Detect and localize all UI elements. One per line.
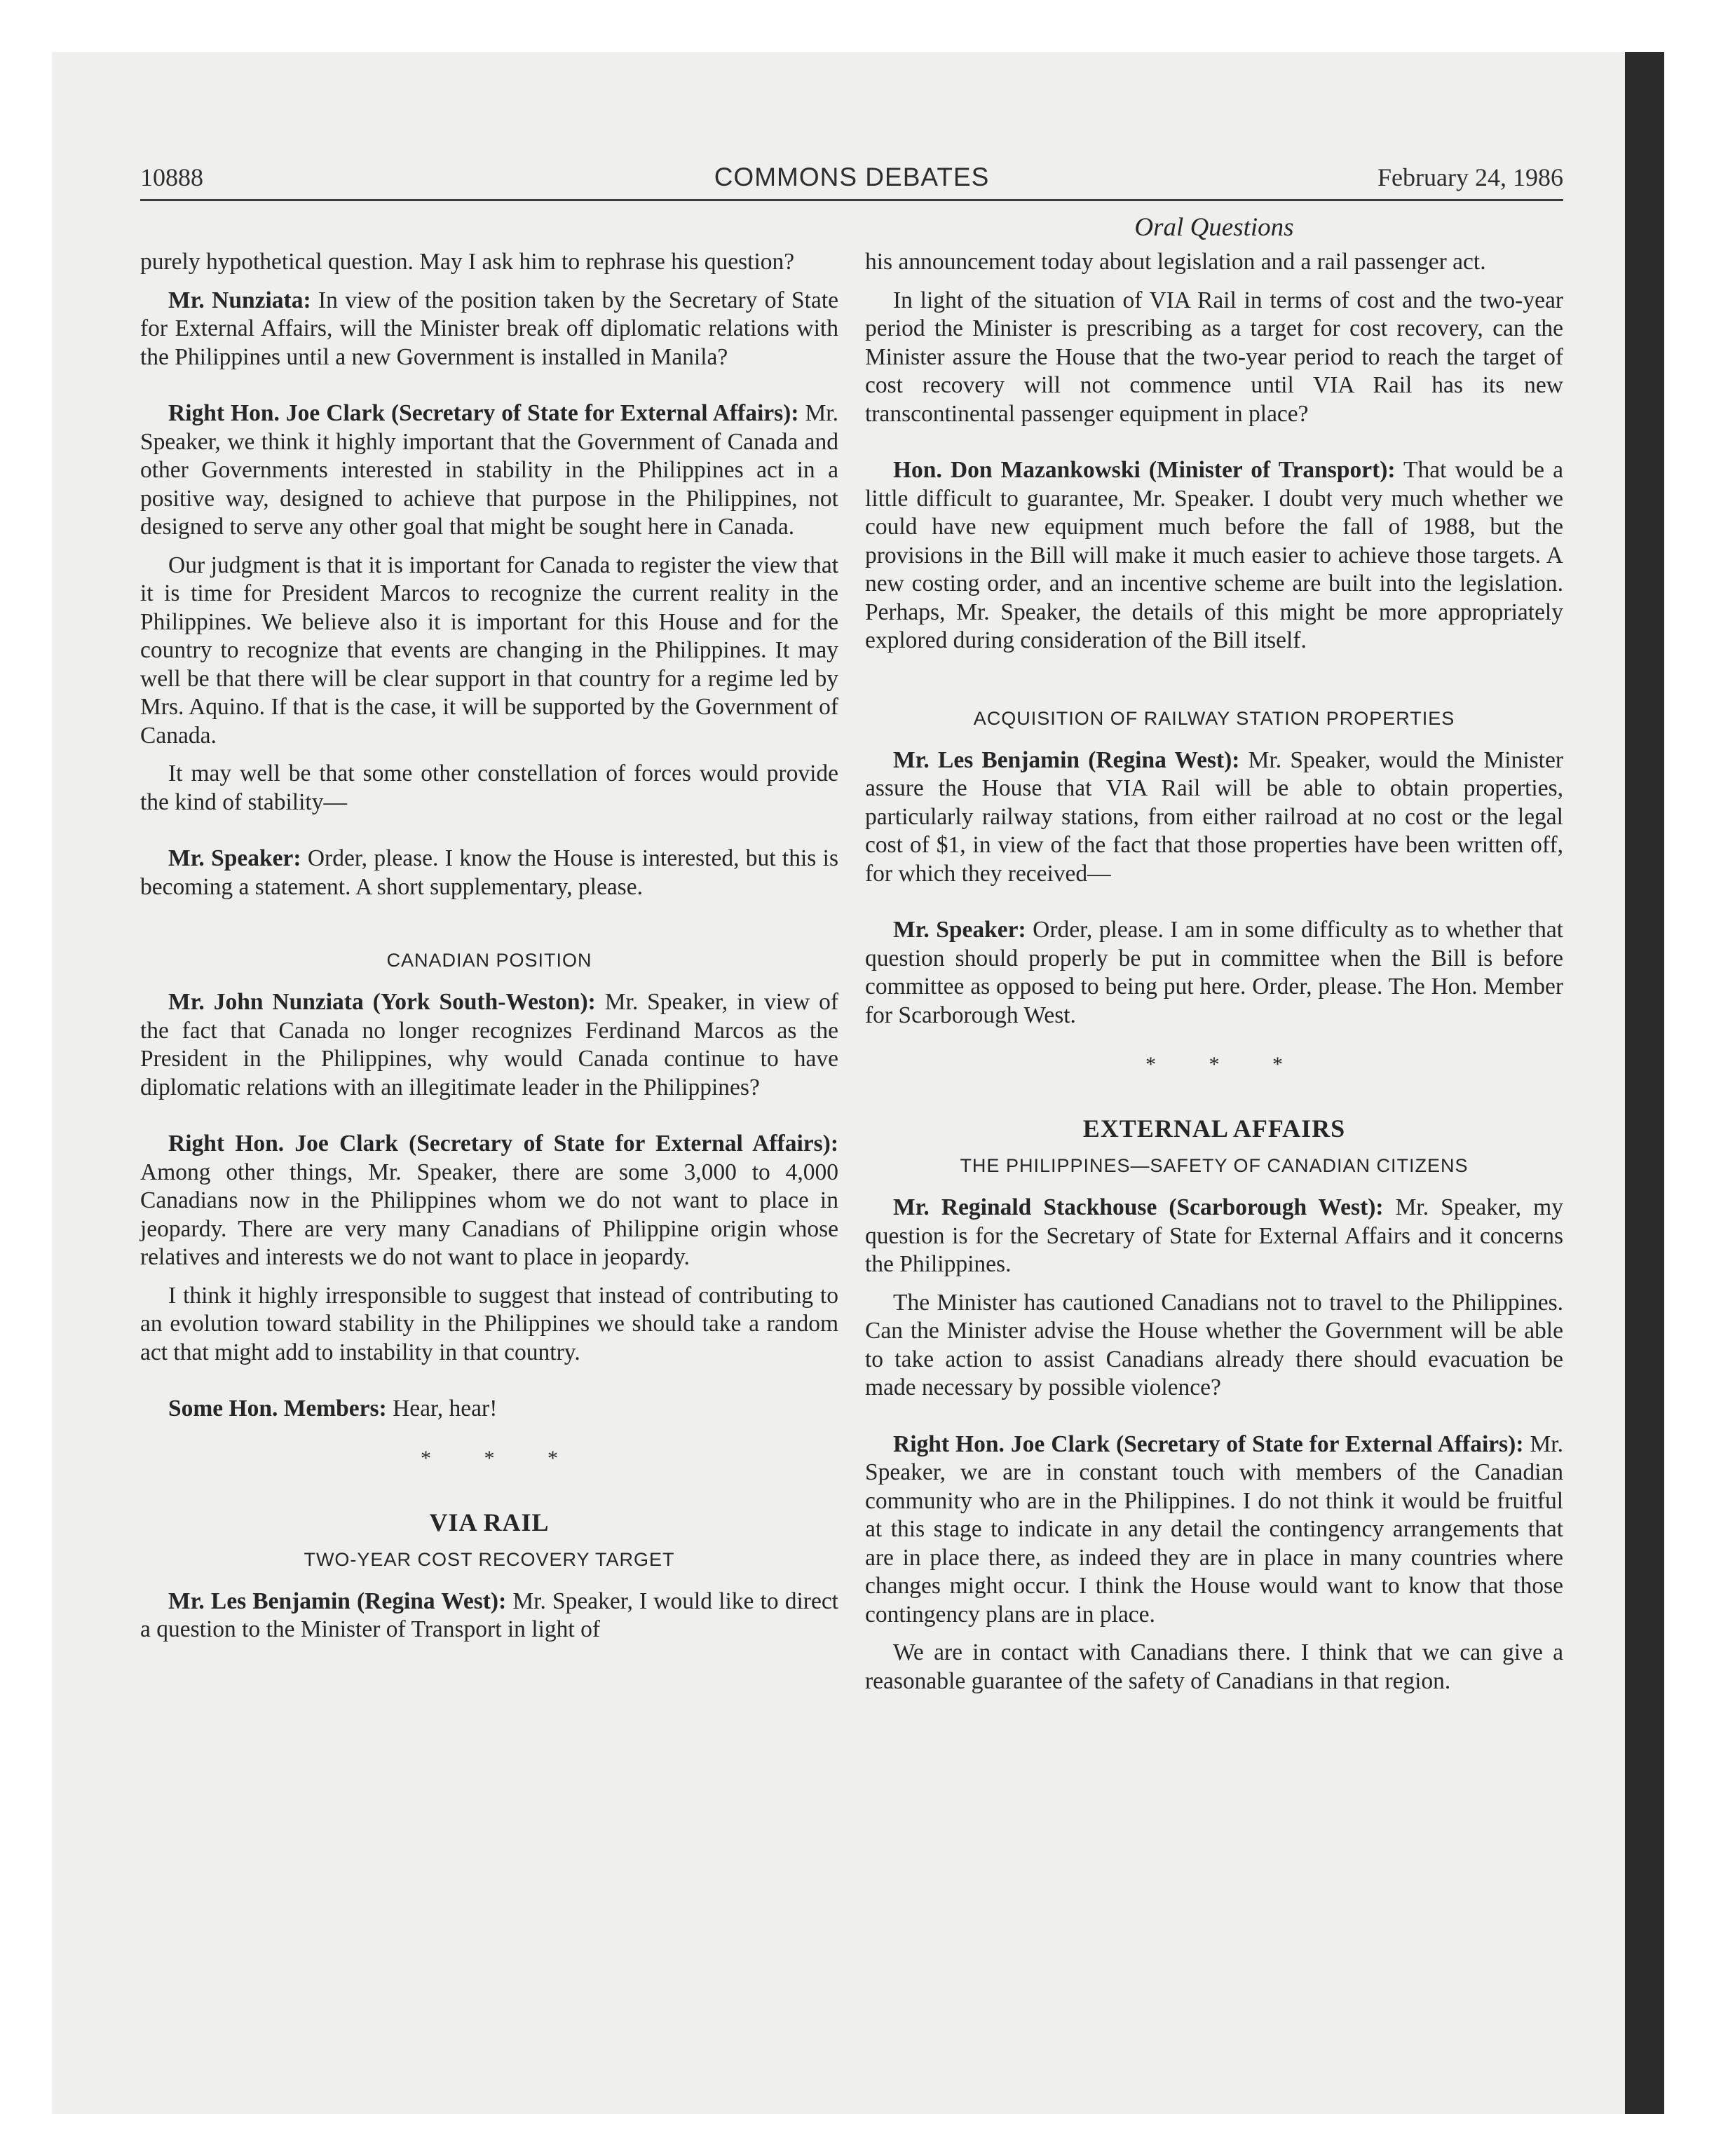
speech-text: In view of the position taken by the Secretary of State for External Affairs, will the Minister break off diplomatic relations with the Philippines until a new Government is installed in Manila? [140,287,839,370]
speaker-name: Hon. Don Mazankowski (Minister of Transport): [893,457,1396,483]
left-column [140,248,838,1654]
paragraph [140,400,838,542]
speaker-name: Mr. Nunziata: [168,287,311,313]
paragraph [865,1194,1563,1279]
paragraph [140,988,838,1102]
speaker-name: Right Hon. Joe Clark (Secretary of State for External Affairs): [168,400,799,426]
section-heading: VIA RAIL [429,1508,550,1536]
speech-text: That would be a little difficult to guarantee, Mr. Speaker. I doubt very much whether we could have new equipment much before the fall of 1988, but the provisions in the Bill will make it much easier to achieve those targets. A new costing order, and an incentive scheme are built into the legislation. Perhaps, Mr. Speaker, the details of this might be more appropriately explored during consideration of the Bill itself. [865,457,1563,653]
scan-edge-shadow [1625,52,1664,2114]
speech-text: Mr. Speaker, I would like to direct a question to the Minister of Transport in light of [140,1588,838,1642]
paragraph [865,456,1563,655]
publication-date: February 24, 1986 [1377,163,1563,191]
section-subheading: CANADIAN POSITION [386,950,592,971]
speaker-name: Mr. Speaker: [893,917,1026,943]
speaker-name: Mr. Reginald Stackhouse (Scarborough West): [893,1194,1384,1220]
paragraph [865,916,1563,1030]
speech-text: Among other things, Mr. Speaker, there are some 3,000 to 4,000 Canadians now in the Philippines whom we do not want to place in jeopardy. There are very many Canadians of Philippine origin whose relatives and interests we do not want to place in jeopardy. [140,1159,838,1270]
paragraph [140,845,838,901]
paragraph: We are in contact with Canadians there. I think that we can give a reasonable guarantee of the safety of Canadians in that region. [865,1639,1563,1694]
speech-text: Mr. Speaker, in view of the fact that Canada no longer recognizes Ferdinand Marcos as the President in the Philippines, why would Canada continue to have diplomatic relations with an illegitimate leader in the Philippines? [140,989,838,1100]
journal-title: COMMONS DEBATES [714,163,990,191]
speech-text: Mr. Speaker, we are in constant touch with members of the Canadian community who are in the Philippines. I do not think it would be fruitful at this stage to indicate in any detail the contingency arrangements that are in place there, as indeed they are in place in many countries where changes might occur. I think the House would want to know that those contingency plans are in place. [865,1431,1563,1628]
paragraph: Our judgment is that it is important for Canada to register the view that it is time for President Marcos to recognize the current reality in the Philippines. We believe also it is important for this House and for the country to recognize that events are changing in the Philippines. It may well be that there will be clear support in that country for a regime led by Mrs. Aquino. If that is the case, it will be supported by the Government of Canada. [140,552,838,749]
section-subheading: TWO-YEAR COST RECOVERY TARGET [304,1548,675,1570]
speech-text: Mr. Speaker, my question is for the Secretary of State for External Affairs and it concerns the Philippines. [865,1194,1563,1277]
speaker-name: Mr. John Nunziata (York South-Weston): [168,989,596,1015]
section-separator: * * * [1145,1053,1307,1076]
speech-text: Mr. Speaker, would the Minister assure the House that VIA Rail will be able to obtain properties, particularly railway stations, from either railroad at no cost or the legal cost of $1, in view of the fact that those properties have been written off, for which they received— [865,746,1563,887]
paragraph [865,746,1563,889]
speaker-name: Right Hon. Joe Clark (Secretary of State for External Affairs): [168,1131,838,1157]
speaker-name: Mr. Speaker: [168,845,301,871]
speaker-name: Right Hon. Joe Clark (Secretary of State for External Affairs): [893,1431,1524,1457]
page-header [140,160,1563,201]
paragraph: his announcement today about legislation and a rail passenger act. [865,249,1486,275]
paragraph: purely hypothetical question. May I ask him to rephrase his question? [140,249,795,275]
speech-text: Order, please. I know the House is interested, but this is becoming a statement. A short supplementary, please. [140,845,838,900]
speaker-name: Some Hon. Members: [168,1396,387,1421]
speech-text: Order, please. I am in some difficulty as to whether that question should properly be put in committee when the Bill is before committee as opposed to being put here. Order, please. The Hon. Member for Scarborough West. [865,917,1564,1028]
paragraph: The Minister has cautioned Canadians not to travel to the Philippines. Can the Minister advise the House whether the Government will be able to take action to assist Canadians already there should evacuation be made necessary by possible violence? [865,1289,1563,1400]
right-column [865,248,1563,1705]
paragraph: It may well be that some other constellation of forces would provide the kind of stability— [140,760,838,815]
section-subheading: THE PHILIPPINES—SAFETY OF CANADIAN CITIZENS [960,1155,1469,1176]
paragraph [140,1130,838,1272]
paragraph [865,1431,1563,1630]
section-heading: EXTERNAL AFFAIRS [1082,1114,1346,1142]
speaker-name: Mr. Les Benjamin (Regina West): [168,1588,507,1614]
page-number: 10888 [140,163,203,191]
paragraph [140,1395,838,1424]
speaker-name: Mr. Les Benjamin (Regina West): [893,746,1240,773]
section-separator: * * * [421,1446,582,1470]
paragraph: In light of the situation of VIA Rail in terms of cost and the two-year period the Minister is prescribing as a target for cost recovery, can the Minister assure the House that the two-year period to reach the target of cost recovery will not commence until VIA Rail has its new transcontinental passenger equipment in place? [865,287,1563,427]
speech-text: Hear, hear! [386,1396,498,1421]
speech-text: Mr. Speaker, we think it highly important that the Government of Canada and other Governments interested in stability in the Philippines act in a positive way, designed to achieve that purpose in the Philippines, not designed to serve any other goal that might be sought here in Canada. [140,400,838,540]
paragraph [140,1588,838,1644]
paragraph: I think it highly irresponsible to suggest that instead of contributing to an evolution toward stability in the Philippines we should take a random act that might add to instability in that country. [140,1282,838,1365]
paragraph [140,287,838,372]
running-head: Oral Questions [1134,213,1294,242]
section-subheading: ACQUISITION OF RAILWAY STATION PROPERTIES [973,707,1455,729]
